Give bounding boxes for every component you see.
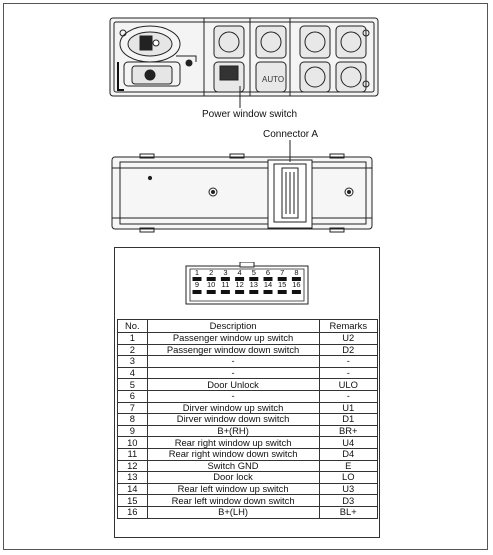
power-window-switch-label: Power window switch [202,109,298,120]
pin-description: Passenger window down switch [147,344,319,356]
power-window-switch-drawing [110,18,378,96]
pin-number-label: 14 [263,280,273,289]
pin-cavity [249,290,258,294]
pin-table-header-row [118,320,378,333]
pin-table [117,319,378,519]
pin-number: 15 [118,495,148,507]
header-description: Description [147,320,319,333]
table-row [118,448,378,460]
pin-number: 8 [118,414,148,426]
table-row [118,390,378,402]
switch-housing-drawing [112,154,372,232]
pin-remarks: U2 [319,333,377,345]
table-row [118,402,378,414]
table-row [118,437,378,449]
pin-remarks: - [319,390,377,402]
pin-number-label: 4 [237,268,242,277]
table-row [118,495,378,507]
pin-remarks: - [319,367,377,379]
pin-number-label: 13 [249,280,258,289]
pin-cavity [193,290,202,294]
pin-number-label: 12 [235,280,244,289]
pin-cavity [292,290,301,294]
pin-description: - [147,367,319,379]
pin-number: 1 [118,333,148,345]
pin-description: Rear right window down switch [147,448,319,460]
pin-description: - [147,390,319,402]
connector-a-label: Connector A [263,129,319,140]
table-row [118,425,378,437]
table-row [118,414,378,426]
pin-remarks: D3 [319,495,377,507]
pin-number: 16 [118,506,148,518]
pin-number: 14 [118,483,148,495]
pin-number-label: 6 [265,268,271,277]
pin-number: 12 [118,460,148,472]
header-no: No. [118,320,148,333]
pin-remarks: U4 [319,437,377,449]
table-row [118,472,378,484]
pin-number: 2 [118,344,148,356]
pin-description: Door Unlock [147,379,319,391]
pin-remarks: BR+ [319,425,377,437]
table-row [118,356,378,368]
pin-cavity [207,290,216,294]
pin-number: 4 [118,367,148,379]
pin-number-label: 8 [294,268,299,277]
pin-description: Door lock [147,472,319,484]
pin-description: - [147,356,319,368]
pin-number-label: 7 [280,268,285,277]
pin-number: 3 [118,356,148,368]
pin-description: B+(LH) [147,506,319,518]
pin-remarks: E [319,460,377,472]
pin-number: 13 [118,472,148,484]
pin-number: 6 [118,390,148,402]
pin-number-label: 9 [194,280,200,289]
pin-remarks: U3 [319,483,377,495]
table-row [118,483,378,495]
pin-description: Rear left window up switch [147,483,319,495]
pin-remarks: U1 [319,402,377,414]
pin-number-label: 5 [251,268,256,277]
pin-number-label: 11 [221,280,230,289]
pin-number: 11 [118,448,148,460]
pin-remarks: D4 [319,448,377,460]
pin-number: 10 [118,437,148,449]
pin-number-label: 3 [223,268,228,277]
pin-cavity [221,290,230,294]
pin-description: Dirver window down switch [147,414,319,426]
pin-description: Dirver window up switch [147,402,319,414]
pin-cavity [278,290,287,294]
pin-number: 9 [118,425,148,437]
pin-cavity [235,290,244,294]
pin-remarks: D1 [319,414,377,426]
pin-number-label: 15 [278,280,287,289]
pin-number: 7 [118,402,148,414]
pin-remarks: BL+ [319,506,377,518]
pin-description: B+(RH) [147,425,319,437]
table-row [118,506,378,518]
pin-description: Rear right window up switch [147,437,319,449]
pin-remarks: - [319,356,377,368]
pin-number-label: 2 [209,268,214,277]
pin-number: 5 [118,379,148,391]
header-remarks: Remarks [319,320,377,333]
pin-description: Rear left window down switch [147,495,319,507]
pin-remarks: D2 [319,344,377,356]
table-row [118,333,378,345]
pin-cavity [264,290,273,294]
table-row [118,460,378,472]
pin-number-label: 10 [207,280,216,289]
pin-remarks: ULO [319,379,377,391]
connector-a-pin-face [182,262,312,308]
table-row [118,379,378,391]
pin-remarks: LO [319,472,377,484]
pin-number-label: 16 [292,280,301,289]
svg-text:AUTO: AUTO [262,75,285,84]
pin-description: Switch GND [147,460,319,472]
table-row [118,367,378,379]
table-row [118,344,378,356]
pin-description: Passenger window up switch [147,333,319,345]
pin-number-label: 1 [194,268,200,277]
